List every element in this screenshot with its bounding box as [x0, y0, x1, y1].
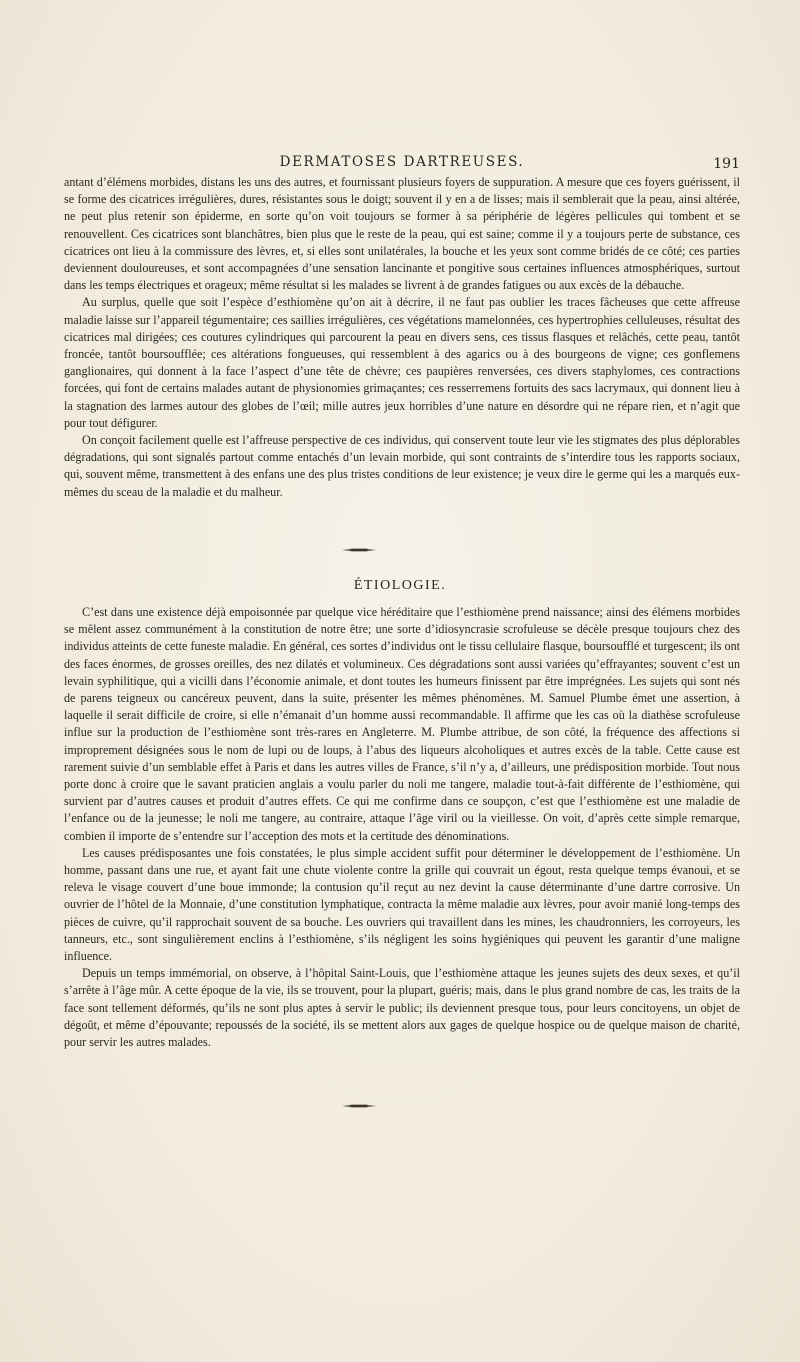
paragraph: C’est dans une existence déjà empoisonnée par quelque vice héréditaire que l’esthiomène prend naissance; ainsi des élémens morbides se mêlent assez communément à la constitution de notre être; une sorte d’idiosyncrasie scrofuleuse se décèle presque toujours chez des individus atteints de cette funeste maladie. En général, ces sortes d’individus ont le tissu cellulaire flasque, boursoufflé et turgescent; ils ont des faces énormes, de grosses oreilles, des nez dilatés et volumineux. Ces dégradations sont aussi variées qu’effrayantes; souvent c’est un levain syphilitique, qui a vicilli dans l’économie animale, et dont toutes les humeurs finissent par être imprégnées. Les sujets qui sont nés de parens teigneux ou cancéreux peuvent, dans la suite, présenter les mêmes phénomènes. M. Samuel Plumbe émet une assertion, à laquelle il serait difficile de croire, si elle n’émanait d’un homme aussi recommandable. Il affirme que les cas où la diathèse scrofuleuse influe sur la production de l’esthiomène sont très-rares en Angleterre. M. Plumbe attribue, de son côté, la fréquence des affections si improprement désignées sous le nom de lupi ou de loups, à l’abus des liqueurs alcoholiques et autres excès de la table. Cette cause est rarement suivie d’un semblable effet à Paris et dans les autres villes de France, s’il n’y a, d’ailleurs, une prédisposition morbide. Tout nous porte donc à croire que le savant praticien anglais a voulu parler du noli me tangere, maladie tout-à-fait différente de l’esthiomène, qui survient par d’autres causes et produit d’autres effets. Ce qui me confirme dans ce soupçon, c’est que l’esthiomène est une maladie de l’enfance ou de la jeunesse; le noli me tangere, au contraire, attaque l’âge viril ou la vieillesse. On voit, d’après cette simple remarque, combien il importe de s’entendre sur l’acception des mots et la certitude des dénominations. — [64, 605, 740, 843]
paragraph: On conçoit facilement quelle est l’affreuse perspective de ces individus, qui conservent toute leur vie les stigmates des plus déplorables dégradations, qui sont signalés partout comme entachés d’un levain morbide, qui sont contraints de s’interdire tous les rapports sociaux, qui, souvent même, transmettent à des enfans une des plus tristes conditions de leur existence; je veux dire le germe qui les a marqués eux-mêmes du sceau de la maladie et du malheur. — [64, 433, 740, 499]
paragraph: Les causes prédisposantes une fois constatées, le plus simple accident suffit pour déterminer le développement de l’esthiomène. Un homme, passant dans une rue, et ayant fait une chute violente contre la grille qui couvrait un égout, resta quelque temps évanoui, et se releva le visage couvert d’une boue immonde; la contusion qu’il reçut au nez devint la cause déterminante d’une dartre corrosive. Un ouvrier de l’hôtel de la Monnaie, d’une constitution lymphatique, contracta la même maladie aux lèvres, pour avoir manié long-temps des pièces de cuivre, qu’il rapprochait souvent de sa bouche. Les ouvriers qui travaillent dans les mines, les chaudronniers, les corroyeurs, les tanneurs, etc., sont singulièrement enclins à l’esthiomène, s’ils négligent les soins hygiéniques qui peuvent les garantir d’une maligne influence. — [64, 845, 740, 964]
ornamental-rule — [342, 549, 376, 551]
running-head — [64, 152, 740, 176]
text-block-etiology — [64, 604, 740, 1051]
paragraph: Depuis un temps immémorial, on observe, à l’hôpital Saint-Louis, que l’esthiomène attaque les jeunes sujets des deux sexes, et qu’il s’arrête à l’âge mûr. A cette époque de la vie, ils se trouvent, pour la plupart, guéris; mais, dans le plus grand nombre de cas, les traits de la face sont tellement déformés, qu’ils ne sont plus aptes à servir le public; ils deviennent presque tous, pour leurs concitoyens, un objet de dégoût, et même d’épouvante; repoussés de la société, ils se mettent alors aux gages de quelque hospice ou de quelque maison de charité, pour servir les autres malades. — [64, 966, 740, 1050]
running-title: DERMATOSES DARTREUSES. — [279, 154, 525, 170]
ornamental-rule — [342, 1105, 376, 1107]
paragraph: Au surplus, quelle que soit l’espèce d’esthiomène qu’on ait à décrire, il ne faut pas oublier les traces fâcheuses que cette affreuse maladie laisse sur l’appareil tégumentaire; ces saillies irrégulières, ces végétations mamelonnées, ces hypertrophies celluleuses, résultat des cicatrices mal dirigées; ces coutures cylindriques qui parcourent la peau en divers sens, ces tissus flasques et relâchés, cette peau, tantôt froncée, tantôt boursoufflée; ces altérations fongueuses, qui ressemblent à des agarics ou à des bourgeons de vigne; ces gonflemens ganglionaires, qui donnent à la face l’aspect d’une tête de chèvre; ces paupières renversées, ces divers staphylomes, ces contractions forcées, qui font de certains malades autant de physionomies grimaçantes; ces resserremens fortuits des sacs lacrymaux, qui donnent lieu à la stagnation des larmes autour des globes de l’œil; mille autres jeux horribles d’une nature en désordre qui ne répare rien, et n’agit que pour tout défigurer. — [64, 295, 740, 430]
text-block-before-heading — [64, 174, 740, 501]
page-number: 191 — [713, 156, 740, 172]
section-heading: ÉTIOLOGIE. — [353, 578, 447, 593]
paragraph: antant d’élémens morbides, distans les uns des autres, et fournissant plusieurs foyers de suppuration. A mesure que ces foyers guérissent, il se forme des cicatrices irrégulières, dures, résistantes sous le doigt; souvent il y en a de lisses; mais il semblerait que la peau, ainsi altérée, ne peut plus retenir son épiderme, en sorte qu’on voit toujours se former à sa périphérie de légères pellicules qui tombent et se renouvellent. Ces cicatrices sont blanchâtres, bien plus que le reste de la peau, qui est saine; comme il y a toujours perte de substance, ces cicatrices ont lieu à la commissure des lèvres, et, si elles sont unilatérales, la bouche et les yeux sont comme bridés de ce côté; ces parties deviennent douloureuses, et sont accompagnées d’une sensation lancinante et pongitive sous certaines influences atmosphériques, surtout dans les temps électriques et orageux; même résultat si les malades se livrent à de grandes fatigues ou aux excès de la débauche. — [64, 175, 740, 293]
